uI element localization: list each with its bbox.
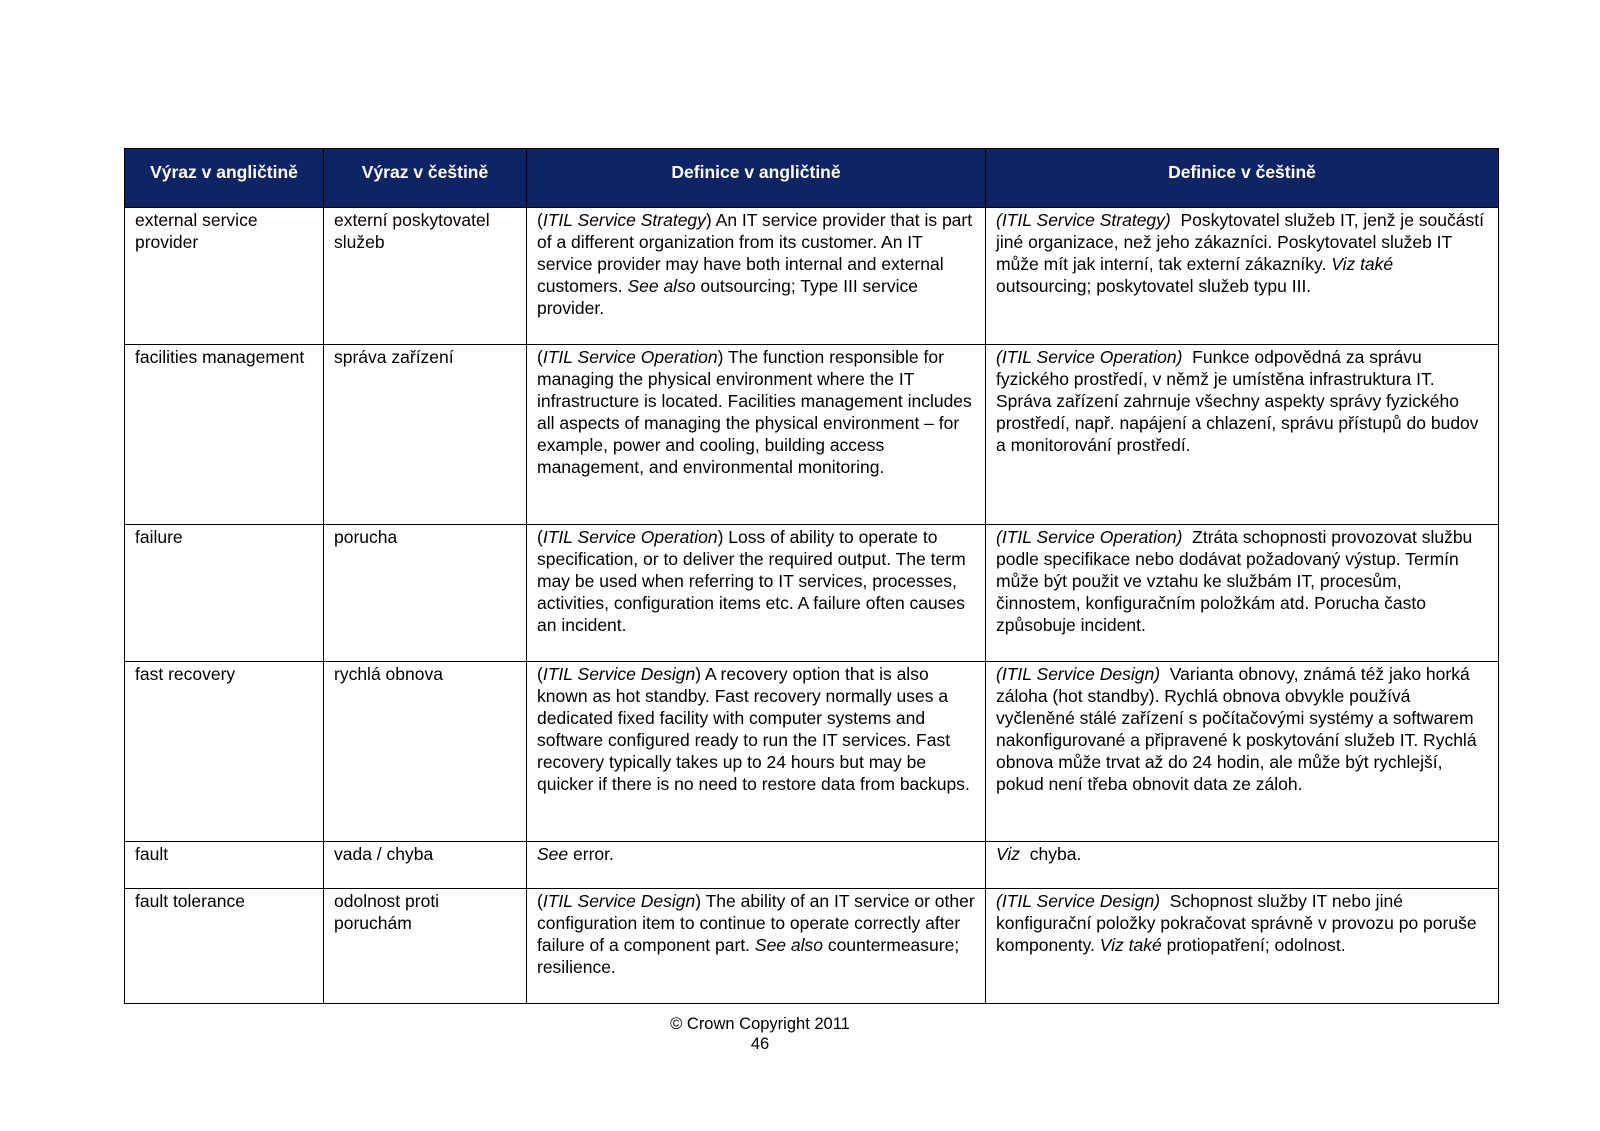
italic-text-segment: (ITIL Service Strategy): [996, 210, 1171, 230]
italic-text-segment: ITIL Service Design: [542, 664, 696, 684]
definition-cs-cell: [986, 345, 1499, 525]
text-segment: outsourcing; Type III service provider.: [537, 276, 923, 318]
text-segment: ) The function responsible for managing the physical environment where the IT infrastructure is located. Facilities management includes all aspects of managing the physical environment – for example, power and cooling, building access management, and environmental monitoring.: [537, 347, 977, 477]
italic-text-segment: See also: [754, 935, 824, 955]
definition-en-cell: [527, 889, 986, 1004]
header-term-en: Výraz v angličtině: [125, 149, 324, 208]
text-segment: outsourcing; poskytovatel služeb typu III.: [996, 254, 1399, 296]
text-segment: ) Loss of ability to operate to specification, or to deliver the required output. The term may be used when referring to IT services, processes, activities, configuration items etc. A failure often causes an incident.: [537, 527, 971, 635]
term-en-cell: fault: [125, 842, 324, 889]
italic-text-segment: See: [537, 844, 569, 864]
italic-text-segment: Viz také: [1099, 935, 1162, 955]
glossary-table: [124, 148, 1499, 1004]
text-segment: (: [537, 891, 543, 911]
italic-text-segment: (ITIL Service Design): [996, 891, 1161, 911]
italic-text-segment: ITIL Service Design: [542, 891, 696, 911]
definition-cs-cell: [986, 842, 1499, 889]
italic-text-segment: ITIL Service Strategy: [542, 210, 706, 230]
table-row: [125, 662, 1499, 842]
term-en-cell: fault tolerance: [125, 889, 324, 1004]
text-segment: protiopatření; odolnost.: [1161, 935, 1346, 955]
definition-en-cell: [527, 842, 986, 889]
text-segment: ) An IT service provider that is part of a different organization from its customer. An IT service provider may have both internal and external customers.: [537, 210, 977, 296]
definition-en-cell: [527, 662, 986, 842]
definition-cs-cell: [986, 889, 1499, 1004]
copyright-notice: © Crown Copyright 2011: [670, 1015, 850, 1033]
definition-cs-cell: [986, 208, 1499, 345]
definition-cs-cell: [986, 662, 1499, 842]
table-row: [125, 525, 1499, 662]
table-row: [125, 842, 1499, 889]
header-term-cs: Výraz v češtině: [324, 149, 527, 208]
italic-text-segment: ITIL Service Operation: [542, 347, 718, 367]
italic-text-segment: See also: [627, 276, 696, 296]
term-cs-cell: odolnost proti poruchám: [324, 889, 527, 1004]
term-en-cell: failure: [125, 525, 324, 662]
italic-text-segment: Viz: [996, 844, 1020, 864]
text-segment: Ztráta schopnosti provozovat službu podle specifikace nebo dodávat požadovaný výstup. Termín může být použit ve vztahu ke službám IT, procesům, činnostem, konfiguračním položkám atd. Porucha často způsobuje incident.: [996, 527, 1478, 635]
term-cs-cell: externí poskytovatel služeb: [324, 208, 527, 345]
italic-text-segment: (ITIL Service Operation): [996, 527, 1183, 547]
text-segment: (: [537, 347, 543, 367]
italic-text-segment: ITIL Service Operation: [542, 527, 718, 547]
text-segment: ) The ability of an IT service or other configuration item to continue to operate correctly after failure of a component part.: [537, 891, 980, 955]
term-en-cell: external service provider: [125, 208, 324, 345]
term-cs-cell: rychlá obnova: [324, 662, 527, 842]
definition-en-cell: [527, 345, 986, 525]
text-segment: (: [537, 664, 543, 684]
text-segment: Poskytovatel služeb IT, jenž je součástí jiné organizace, než jeho zákazníci. Poskytovatel služeb IT může mít jak interní, tak externí zákazníky.: [996, 210, 1489, 274]
page-number: 46: [750, 1035, 770, 1053]
page-footer: [0, 1014, 1520, 1054]
text-segment: Funkce odpovědná za správu fyzického prostředí, v němž je umístěna infrastruktura IT. Správa zařízení zahrnuje všechny aspekty správy fyzického prostředí, např. napájení a chlazení, správu přístupů do budov a monitorování prostředí.: [996, 347, 1484, 455]
italic-text-segment: (ITIL Service Operation): [996, 347, 1183, 367]
term-cs-cell: vada / chyba: [324, 842, 527, 889]
table-header-row: [125, 149, 1499, 208]
definition-en-cell: [527, 525, 986, 662]
term-en-cell: fast recovery: [125, 662, 324, 842]
term-cs-cell: porucha: [324, 525, 527, 662]
text-segment: (: [537, 210, 543, 230]
header-definition-en: Definice v angličtině: [527, 149, 986, 208]
table-row: [125, 208, 1499, 345]
table-row: [125, 889, 1499, 1004]
definition-en-cell: [527, 208, 986, 345]
term-en-cell: facilities management: [125, 345, 324, 525]
text-segment: chyba.: [1020, 844, 1082, 864]
term-cs-cell: správa zařízení: [324, 345, 527, 525]
italic-text-segment: (ITIL Service Design): [996, 664, 1161, 684]
table-row: [125, 345, 1499, 525]
text-segment: countermeasure; resilience.: [537, 935, 965, 977]
text-segment: (: [537, 527, 543, 547]
text-segment: Varianta obnovy, známá též jako horká záloha (hot standby). Rychlá obnova obvykle používá vyčleněné stálé zařízení s počítačovými systémy a softwarem nakonfigurované a připravené k poskytování služeb IT. Rychlá obnova může trvat až do 24 hodin, ale může být rychlejší, pokud není třeba obnovit data ze záloh.: [996, 664, 1482, 794]
definition-cs-cell: [986, 525, 1499, 662]
header-definition-cs: Definice v češtině: [986, 149, 1499, 208]
text-segment: error.: [568, 844, 614, 864]
text-segment: ) A recovery option that is also known as hot standby. Fast recovery normally uses a dedicated fixed facility with computer systems and software configured ready to run the IT services. Fast recovery typically takes up to 24 hours but may be quicker if there is no need to restore data from backups.: [537, 664, 970, 794]
italic-text-segment: Viz také: [1331, 254, 1394, 274]
text-segment: Schopnost služby IT nebo jiné konfigurační položky pokračovat správně v provozu po poruše komponenty.: [996, 891, 1482, 955]
